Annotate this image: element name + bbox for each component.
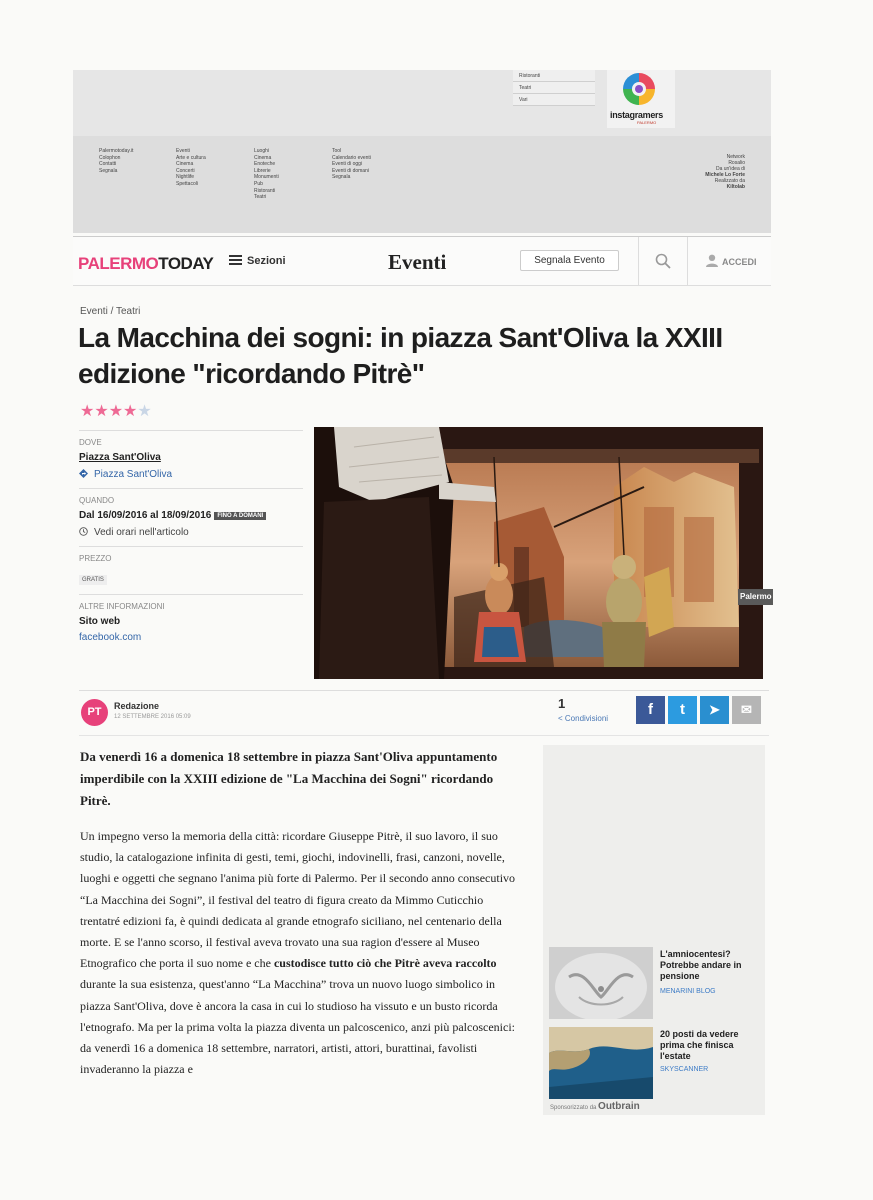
info-other: [79, 594, 303, 651]
footer-link[interactable]: Contatti: [99, 161, 117, 168]
text-fade: [80, 1100, 525, 1120]
footer-link[interactable]: Monumenti: [254, 174, 279, 181]
instagramers-name: instagramers: [610, 110, 663, 120]
coast-thumbnail-image: [549, 1027, 653, 1099]
footer-link[interactable]: Cinema: [176, 161, 194, 168]
rating-stars[interactable]: [80, 401, 152, 421]
credit-line[interactable]: Michele Lo Forte: [705, 172, 745, 178]
share-count: 1: [558, 696, 566, 711]
when-value: Dal 16/09/2016 al 18/09/2016: [79, 510, 212, 521]
publish-date: 12 SETTEMBRE 2016 05:09: [114, 714, 191, 720]
footer-link[interactable]: Calendario eventi: [332, 154, 371, 161]
footer-link[interactable]: Segnala: [99, 167, 118, 174]
footer-link[interactable]: Teatri: [254, 194, 267, 201]
article-lead: Da venerdì 16 a domenica 18 settembre in piazza Sant'Oliva appuntamento imperdibile con la XXIII edizione de "La Macchina dei Sogni" ricordando Pitrè.: [80, 749, 498, 808]
price-label: PREZZO: [79, 554, 112, 563]
footer-quick-links: [513, 70, 595, 106]
sponsored-title[interactable]: L'amniocentesi? Potrebbe andare in pensione: [660, 949, 742, 981]
footer-link[interactable]: Arte e cultura: [176, 154, 206, 161]
star-empty-icon[interactable]: ★: [137, 403, 152, 420]
directions-icon: [79, 469, 88, 478]
share-label-text: Condivisioni: [564, 714, 609, 723]
outbrain-logo: Outbrain: [598, 1101, 640, 1112]
login-label: ACCEDI: [722, 257, 757, 267]
share-icon: <: [558, 714, 565, 723]
credit-line: Da un'idea di: [715, 166, 745, 172]
sections-label: Sezioni: [247, 255, 286, 267]
email-icon: ✉: [741, 702, 752, 717]
footer-link[interactable]: Cinema: [254, 154, 272, 161]
where-link-label: Piazza Sant'Oliva: [94, 469, 173, 480]
footer-link[interactable]: Tool: [332, 148, 342, 154]
footer-link[interactable]: Luoghi: [254, 148, 270, 154]
article-title: La Macchina dei sogni: in piazza Sant'Oliva la XXIII edizione "ricordando Pitrè": [78, 322, 723, 389]
sponsored-source[interactable]: MENARINI BLOG: [660, 988, 716, 995]
where-label: DOVE: [79, 438, 102, 447]
sponsored-item[interactable]: [549, 947, 761, 1019]
footer-col-site: [99, 148, 133, 174]
footer-link[interactable]: Pub: [254, 180, 263, 187]
star-filled-icon[interactable]: ★: [108, 403, 124, 420]
sponsored-title[interactable]: 20 posti da vedere prima che finisca l'estate: [660, 1029, 739, 1061]
event-info: [79, 430, 303, 651]
footer-link[interactable]: Librerie: [254, 167, 271, 174]
user-icon: [706, 254, 718, 267]
where-value[interactable]: Piazza Sant'Oliva: [79, 452, 161, 463]
photo-caption-tag: Palermo: [738, 589, 773, 605]
footer-col-events: [176, 148, 206, 188]
website-label: Sito web: [79, 616, 121, 627]
clock-icon: [79, 527, 88, 536]
author-name[interactable]: Redazione: [114, 701, 160, 711]
footer-link[interactable]: Nightlife: [176, 174, 195, 181]
header-divider: [687, 237, 688, 286]
report-event-button[interactable]: Segnala Evento: [520, 250, 619, 271]
credit-line[interactable]: Kiltolab: [726, 184, 745, 190]
footer-link[interactable]: Enoteche: [254, 161, 276, 168]
facebook-share-button[interactable]: [636, 696, 665, 724]
where-map-link[interactable]: [79, 469, 303, 480]
info-where: [79, 430, 303, 488]
credit-line: Network: [726, 154, 745, 160]
share-count-label: [558, 714, 608, 723]
footer-link[interactable]: Palermotoday.it: [99, 148, 134, 154]
pregnancy-thumbnail-image: [549, 947, 653, 1019]
sponsored-source[interactable]: SKYSCANNER: [660, 1066, 709, 1073]
star-filled-icon[interactable]: ★: [80, 403, 95, 420]
twitter-share-button[interactable]: [668, 696, 697, 724]
event-photo[interactable]: [314, 427, 763, 679]
site-header: [73, 236, 771, 286]
section-title[interactable]: Eventi: [388, 250, 447, 274]
when-label: QUANDO: [79, 496, 115, 505]
header-divider: [638, 237, 639, 286]
star-filled-icon[interactable]: ★: [94, 403, 109, 420]
footer-col-tools: [332, 148, 371, 181]
instagramers-logo-icon: [621, 72, 657, 106]
author-avatar[interactable]: PT: [81, 699, 108, 726]
instagramers-badge[interactable]: [607, 70, 675, 128]
footer-link[interactable]: Colophon: [99, 154, 121, 161]
until-tomorrow-badge: FINO A DOMANI: [214, 512, 266, 520]
puppet-theatre-image: [314, 427, 763, 679]
breadcrumb[interactable]: Eventi / Teatri: [80, 306, 141, 317]
footer-link[interactable]: Spettacoli: [176, 180, 198, 187]
search-icon[interactable]: [655, 253, 671, 269]
sponsored-thumbnail[interactable]: [549, 947, 653, 1019]
info-when: [79, 488, 303, 546]
byline-bar: [79, 690, 769, 736]
when-note: [79, 527, 303, 538]
footer-link[interactable]: Ristoranti: [254, 187, 276, 194]
footer-link[interactable]: Segnala: [332, 174, 351, 181]
info-price: [79, 546, 303, 594]
other-info-label: ALTRE INFORMAZIONI: [79, 602, 165, 611]
telegram-share-button[interactable]: [700, 696, 729, 724]
credit-line: Realizzato da: [714, 178, 745, 184]
price-badge: GRATIS: [79, 575, 107, 585]
sponsored-thumbnail[interactable]: [549, 1027, 653, 1099]
footer-link[interactable]: Eventi di domani: [332, 167, 369, 174]
email-share-button[interactable]: [732, 696, 761, 724]
sponsored-prefix: Sponsorizzato da: [550, 1105, 597, 1111]
footer-col-places: [254, 148, 279, 201]
sponsored-item[interactable]: [549, 1027, 761, 1099]
footer-link[interactable]: Eventi: [176, 148, 190, 154]
footer-link[interactable]: Concerti: [176, 167, 195, 174]
when-value-row: [79, 510, 303, 521]
brand-part-today: TODAY: [158, 254, 214, 273]
website-link[interactable]: facebook.com: [79, 632, 142, 643]
footer-link[interactable]: Teatri: [513, 82, 595, 94]
brand-part-city: PALERMO: [78, 254, 159, 273]
footer-credits: [705, 154, 745, 190]
paragraph-bold-text: custodisce tutto ciò che Pitrè aveva raccolto: [273, 956, 497, 971]
brand-logo[interactable]: [78, 254, 213, 274]
login-button[interactable]: [706, 254, 757, 267]
article-body: [80, 746, 525, 1080]
when-note-text: Vedi orari nell'articolo: [94, 527, 189, 538]
credit-line[interactable]: Rosalio: [728, 160, 745, 166]
sponsored-sidebar: [543, 745, 765, 1115]
paragraph-text: durante la sua esistenza, quest'anno “La Macchina” trova un nuovo luogo simbolico in piazza Sant'Oliva, dove è ancora la casa in cui lo studioso ha vissuto e un busto ricorda l'etnografo. Ma per la prima volta la piazza diventa un palcoscenico, anzi più palcoscenici: da venerdì 16 a domenica 18 settembre, narratori, artisti, attori, burattinai, favolisti invaderanno la piazza e: [80, 977, 515, 1077]
paragraph-text: Un impegno verso la memoria della città: ricordare Giuseppe Pitrè, il suo lavoro, il suo studio, la catalogazione infinita di gesti, temi, giochi, indovinelli, frasi, canzoni, novelle, luoghi e oggetti che segnano l'anima più forte di Palermo. Per il secondo anno consecutivo “La Macchina dei Sogni”, il festival del teatro di figura creato da Mimmo Cuticchio trentatré edizioni fa, è quindi dedicata al grande etnografo siciliano, nel centenario della morte. E se l'anno scorso, il festival aveva trovato una sua ragion d'essere al Museo Etnografico che porta il suo nome e che: [80, 829, 516, 971]
sections-menu-button[interactable]: [229, 255, 286, 267]
footer-link[interactable]: Ristoranti: [513, 70, 595, 82]
instagramers-city: PALERMO: [637, 120, 657, 125]
star-filled-icon[interactable]: ★: [123, 403, 138, 420]
telegram-icon: ➤: [709, 702, 720, 717]
facebook-icon: f: [648, 701, 653, 718]
footer-link[interactable]: Vari: [513, 94, 595, 106]
site-footer: [73, 70, 771, 233]
sponsored-by[interactable]: [550, 1101, 640, 1112]
twitter-icon: t: [680, 701, 685, 718]
footer-link[interactable]: Eventi di oggi: [332, 161, 363, 168]
article-paragraph: [80, 826, 525, 1080]
hamburger-icon: [229, 255, 242, 265]
